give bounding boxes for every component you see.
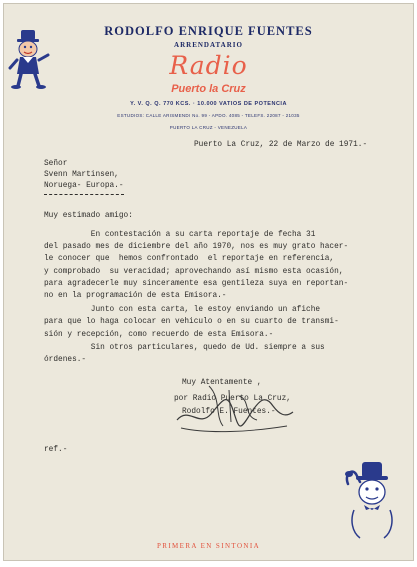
body-line: Sin otros particulares, quedo de Ud. siempre a sus bbox=[44, 344, 325, 352]
body-line: para que lo haga colocar en vehiculo o en su cuarto de transmi- bbox=[44, 318, 339, 326]
letterhead-info-line3: PUERTO LA CRUZ - VENEZUELA bbox=[169, 125, 248, 130]
recipient-line: Svenn Martinsen, bbox=[44, 171, 119, 179]
mascot-bust-icon bbox=[340, 460, 402, 540]
letterhead-info-line1: Y. V. Q. Q. 770 KCS. · 10.000 VATIOS DE POTENCIA bbox=[130, 101, 287, 107]
letter-page bbox=[3, 3, 414, 561]
body-line: órdenes.- bbox=[44, 356, 87, 364]
letter-closing-signer: Rodolfo E. Fuentes.- bbox=[182, 408, 276, 416]
body-line: del pasado mes de diciembre del año 1970, nos es muy grato hacer- bbox=[44, 243, 349, 251]
letter-date: Puerto La Cruz, 22 de Marzo de 1971.- bbox=[194, 141, 368, 149]
body-line: Junto con esta carta, le estoy enviando un afiche bbox=[44, 306, 321, 314]
letter-ref: ref.- bbox=[44, 446, 68, 454]
body-line: En contestación a su carta reportaje de fecha 31 bbox=[44, 231, 316, 239]
body-line: sión y recepción, como recuerdo de esta Emisora.- bbox=[44, 331, 274, 339]
body-line: y comprobado su veracidad; aprovechando así mismo esta ocasión, bbox=[44, 268, 344, 276]
signature-icon bbox=[169, 376, 299, 438]
letter-salutation: Muy estimado amigo: bbox=[44, 212, 133, 220]
recipient-line: Noruega- Europa.- bbox=[44, 182, 124, 190]
body-line: para agradecerle muy sinceramente esa gentileza suya en reportan- bbox=[44, 280, 349, 288]
letter-closing-station: por Radio Puerto La Cruz, bbox=[174, 395, 291, 403]
recipient-line: Señor bbox=[44, 160, 68, 168]
letterhead-role: ARRENDATARIO bbox=[174, 41, 243, 49]
footer-motto: PRIMERA EN SINTONIA bbox=[156, 542, 261, 550]
letterhead-info-line2: ESTUDIOS: CALLE ARISMENDI No. 99 - APDO. 4085 - TELEFS. 22087 - 21035 bbox=[117, 113, 300, 118]
letterhead-city: Puerto la Cruz bbox=[171, 83, 246, 95]
letterhead-name: RODOLFO ENRIQUE FUENTES bbox=[104, 24, 313, 38]
body-line: le conocer que hemos confrontado el reportaje en referencia, bbox=[44, 255, 335, 263]
letterhead-brand: Radio bbox=[169, 51, 248, 80]
recipient-underline bbox=[44, 194, 124, 195]
body-line: no en la programación de esta Emisora.- bbox=[44, 292, 227, 300]
letter-closing: Muy Atentamente , bbox=[182, 379, 262, 387]
